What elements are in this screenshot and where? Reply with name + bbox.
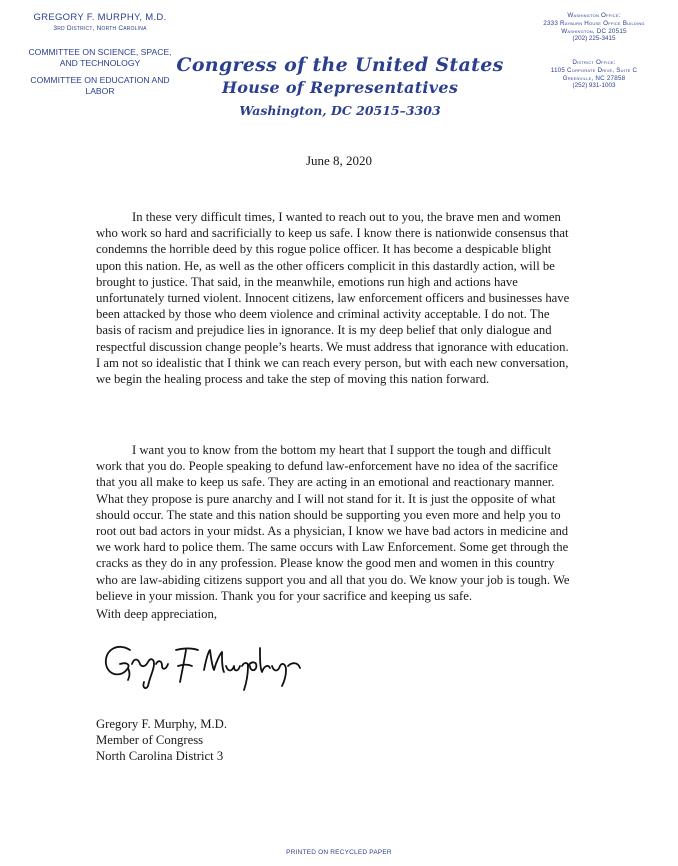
committee-education: COMMITTEE ON EDUCATION AND LABOR [30,75,170,96]
district-office-title: District Office: [572,59,616,66]
committee-science: COMMITTEE ON SCIENCE, SPACE, AND TECHNOLOGY [28,47,172,68]
letter-paragraph-1: In these very difficult times, I wanted to reach out to you, the brave men and women who work so hard and sacrificially to keep us safe. I know there is nationwide consensus that condemns the horrible deed by this rogue police officer. It has become a despicable blight upon this nation. He, as well as the other officers complicit in this dastardly action, will be brought to justice. That said, in the meanwhile, emotions run high and actions have unfortunately turned violent. Innocent citizens, law enforcement officers and businesses have been attacked by those who deem violence and criminal activity acceptable. I do not. The basis of racism and prejudice lies in ignorance. It is my deep belief that only dialogue and respectful discussion change people’s hearts. We must address that ignorance with education. I am not so idealistic that I think we can reach every person, but with each new conversation, we begin the healing process and take the step of moving this nation forward. [96,210,570,387]
signer-name: Gregory F. Murphy, M.D. [96,717,228,731]
washington-office-phone: (202) 225-3415 [572,35,616,43]
representative-district: 3rd District, North Carolina [53,25,147,32]
washington-office-line-1: 2333 Rayburn House Office Building [543,19,645,27]
letterhead-house: House of Representatives [221,78,459,97]
letterhead-address: Washington, DC 20515–3303 [239,103,441,118]
letter-closing: With deep appreciation, [96,607,218,621]
washington-office-block [520,12,668,43]
washington-office-title: Washington Office: [567,12,621,19]
district-office-block [520,59,668,90]
letter-date: June 8, 2020 [305,153,373,168]
letterhead-congress: Congress of the United States [176,54,504,76]
district-office-line-1: 1105 Corporate Drive, Suite C [550,66,638,74]
representative-name: GREGORY F. MURPHY, M.D. [33,12,167,23]
washington-office-line-2: Washington, DC 20515 [561,27,627,35]
recycled-paper-footer: PRINTED ON RECYCLED PAPER [286,849,392,856]
signer-block [96,716,227,764]
district-office-line-2: Greenville, NC 27858 [562,74,626,82]
signer-title: Member of Congress [96,733,204,747]
district-office-phone: (252) 931-1003 [572,82,616,90]
letter-paragraph-2: I want you to know from the bottom my heart that I support the tough and difficult work that you do. People speaking to defund law-enforcement have no idea of the sacrifice that you all make to keep us safe. They are acting in an emotional and reactionary manner. What they propose is pure anarchy and I will not stand for it. It is just the opposite of what should occur. The state and this nation should be supporting you even more and help you to root out bad actors in your midst. As a physician, I know we have bad actors in medicine and we work hard to police them. The same occurs with Law Enforcement. Some get through the cracks as they do in any profession. Please know the good men and women in this country who are law-abiding citizens support you and all that you do. We know your job is tough. We believe in your mission. Thank you for your sacrifice and keeping us safe. [96,443,570,603]
signer-district: North Carolina District 3 [96,749,224,763]
signature-image [100,636,310,692]
